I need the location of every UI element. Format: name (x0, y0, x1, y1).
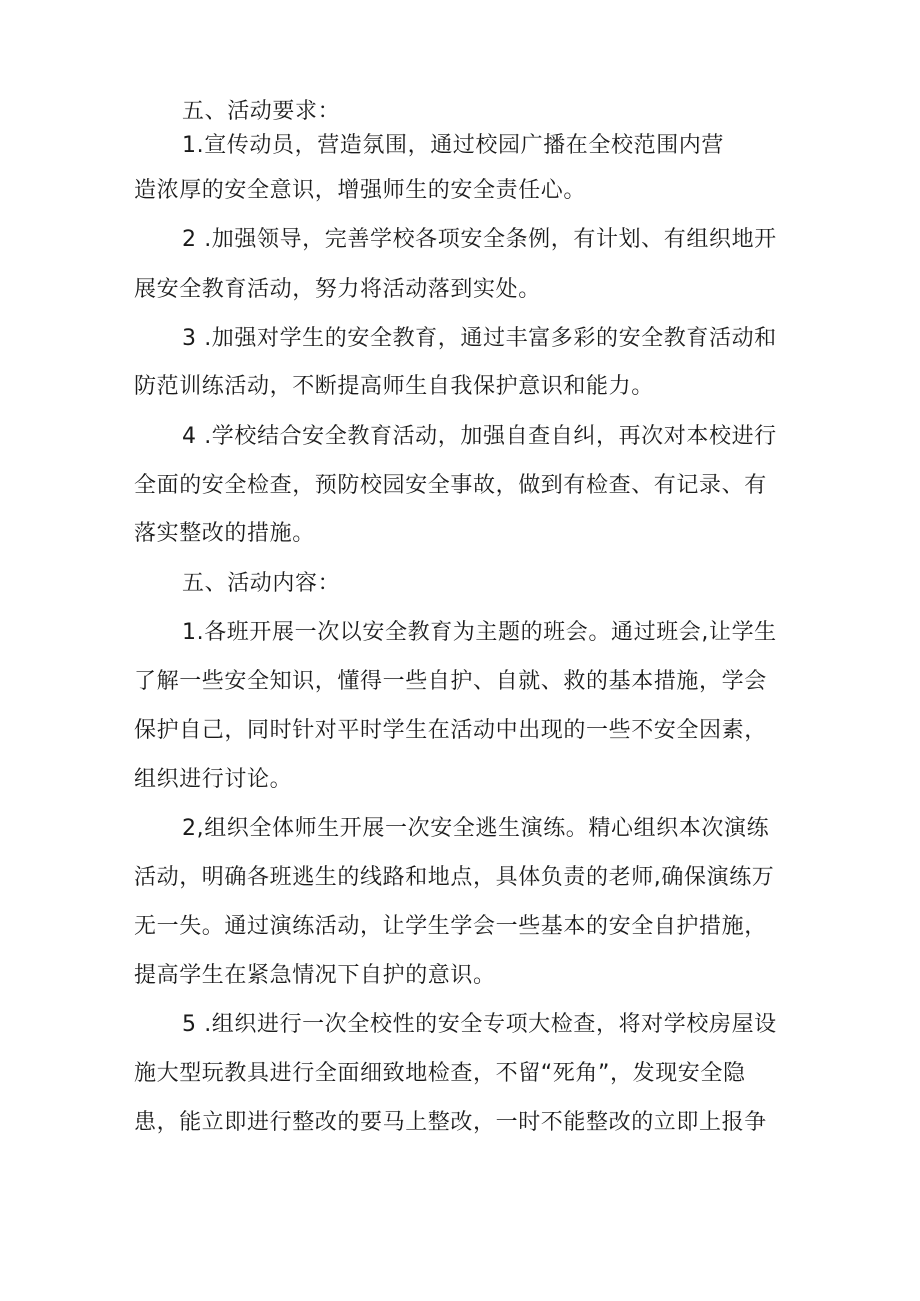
paragraph-line: 活动，明确各班逃生的线路和地点，具体负责的老师,确保演练万 (134, 865, 775, 890)
paragraph-line: 落实整改的措施。 (134, 521, 315, 546)
paragraph-line: 保护自己，同时针对平时学生在活动中出现的一些不安全因素， (134, 718, 767, 743)
paragraph-line: 4 .学校结合安全教育活动，加强自查自纠，再次对本校进行 (182, 424, 777, 449)
paragraph-line: 1.宣传动员，营造氛围，通过校园广播在全校范围内营 (182, 133, 724, 158)
paragraph-line: 3 .加强对学生的安全教育，通过丰富多彩的安全教育活动和 (182, 326, 777, 351)
paragraph-line: 施大型玩教具进行全面细致地检查，不留“死角”，发现安全隐 (134, 1061, 746, 1086)
paragraph-line: 防范训练活动，不断提高师生自我保护意识和能力。 (134, 374, 654, 399)
paragraph-line: 了解一些安全知识，懂得一些自护、自就、救的基本措施，学会 (134, 669, 767, 694)
paragraph-line: 1.各班开展一次以安全教育为主题的班会。通过班会,让学生 (182, 620, 777, 645)
section-heading-requirements: 五、活动要求： (182, 99, 341, 124)
paragraph-line: 无一失。通过演练活动，让学生学会一些基本的安全自护措施， (134, 914, 767, 939)
paragraph-line: 2,组织全体师生开展一次安全逃生演练。精心组织本次演练 (182, 816, 770, 841)
paragraph-line: 2 .加强领导，完善学校各项安全条例，有计划、有组织地开 (182, 227, 777, 252)
paragraph-line: 患，能立即进行整改的要马上整改，一时不能整改的立即上报争 (134, 1110, 767, 1135)
paragraph-line: 造浓厚的安全意识，增强师生的安全责任心。 (134, 178, 587, 203)
paragraph-line: 组织进行讨论。 (134, 767, 293, 792)
paragraph-line: 5 .组织进行一次全校性的安全专项大检查，将对学校房屋设 (182, 1012, 777, 1037)
section-heading-content: 五、活动内容： (182, 571, 341, 596)
paragraph-line: 展安全教育活动，努力将活动落到实处。 (134, 277, 541, 302)
paragraph-line: 全面的安全检查，预防校园安全事故，做到有检查、有记录、有 (134, 473, 767, 498)
paragraph-line: 提高学生在紧急情况下自护的意识。 (134, 963, 496, 988)
